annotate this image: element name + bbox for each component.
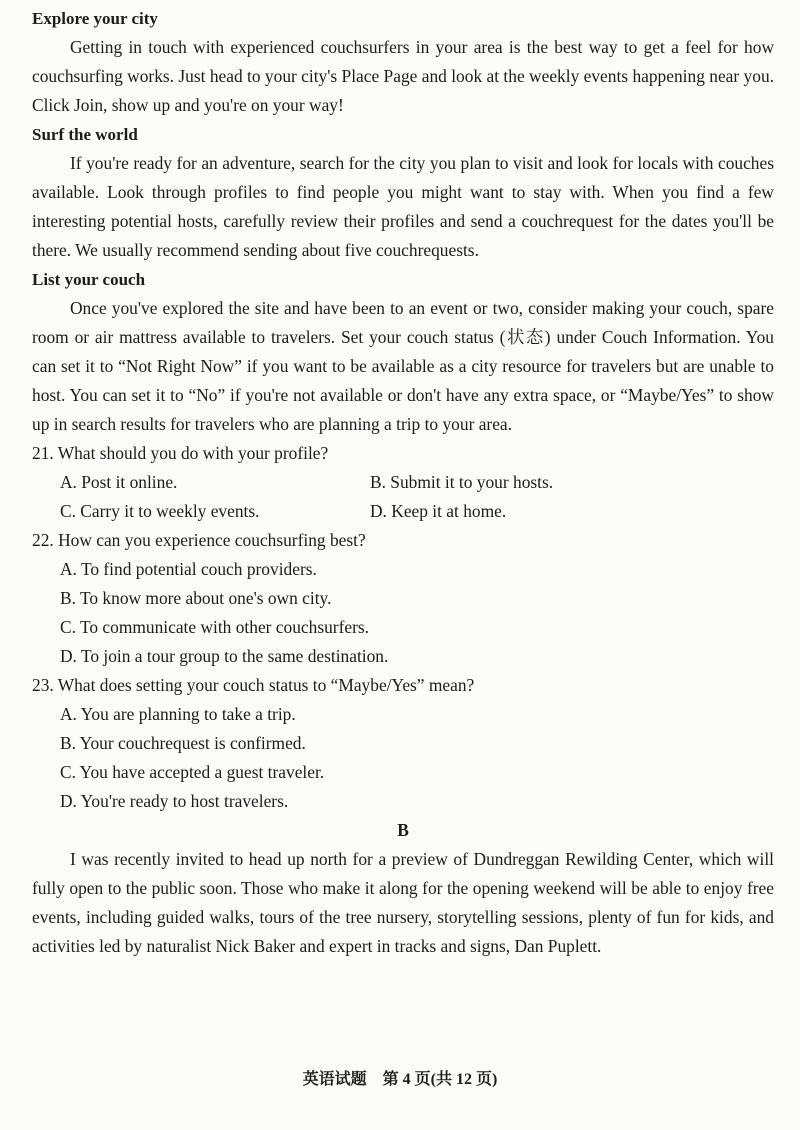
passage-b-letter: B: [397, 820, 409, 840]
list-paragraph: Once you've explored the site and have been to an event or two, consider making your couch, spare room or air mattress available to travelers. Set your couch status (状态) under Couch Information. You can set it to “Not Right Now” if you want to be available as a city resource for travelers but are unable to host. You can set it to “No” if you're not available or don't have any extra space, or “Maybe/Yes” to show up in search results for travelers who are planning a trip to your area.: [32, 298, 774, 434]
page-footer: 英语试题 第 4 页(共 12 页): [302, 1071, 498, 1088]
explore-paragraph: Getting in touch with experienced couchsurfers in your area is the best way to get a feel for how couchsurfing works. Just head to your city's Place Page and look at the weekly events happening near you. Click Join, show up and you're on your way!: [32, 37, 774, 115]
surf-paragraph: If you're ready for an adventure, search for the city you plan to visit and look for locals with couches available. Look through profiles to find people you might want to stay with. When you find a few interesting potential hosts, carefully review their profiles and send a couchrequest for the dates you'll be there. We usually recommend sending about five couchrequests.: [32, 153, 774, 260]
question-21-stem: 21. What should you do with your profile?: [32, 443, 329, 463]
question-22-option-d: D. To join a tour group to the same destination.: [60, 646, 389, 666]
question-23-option-d: D. You're ready to host travelers.: [60, 791, 289, 811]
question-21-option-d: D. Keep it at home.: [370, 501, 507, 521]
list-heading: List your couch: [32, 270, 146, 289]
passage-b-paragraph: I was recently invited to head up north for a preview of Dundreggan Rewilding Center, which will fully open to the public soon. Those who make it along for the opening weekend will be able to enjoy free events, including guided walks, tours of the tree nursery, storytelling sessions, plenty of fun for kids, and activities led by naturalist Nick Baker and expert in tracks and signs, Dan Puplett.: [32, 849, 774, 956]
question-23-option-b: B. Your couchrequest is confirmed.: [60, 733, 306, 753]
question-21-option-b: B. Submit it to your hosts.: [370, 472, 554, 492]
surf-heading: Surf the world: [32, 125, 138, 144]
explore-heading: Explore your city: [32, 9, 158, 28]
question-21-option-c: C. Carry it to weekly events.: [60, 501, 260, 521]
question-22-option-a: A. To find potential couch providers.: [60, 559, 317, 579]
question-22-stem: 22. How can you experience couchsurfing best?: [32, 530, 366, 550]
question-21-options-row-1: [32, 468, 774, 497]
question-21-options-row-2: [32, 497, 774, 526]
question-21-option-a: A. Post it online.: [60, 472, 178, 492]
question-23-option-c: C. You have accepted a guest traveler.: [60, 762, 325, 782]
question-22-option-b: B. To know more about one's own city.: [60, 588, 332, 608]
question-23-option-a: A. You are planning to take a trip.: [60, 704, 296, 724]
question-22-option-c: C. To communicate with other couchsurfers.: [60, 617, 369, 637]
exam-page: [32, 4, 774, 961]
question-23-stem: 23. What does setting your couch status to “Maybe/Yes” mean?: [32, 675, 475, 695]
